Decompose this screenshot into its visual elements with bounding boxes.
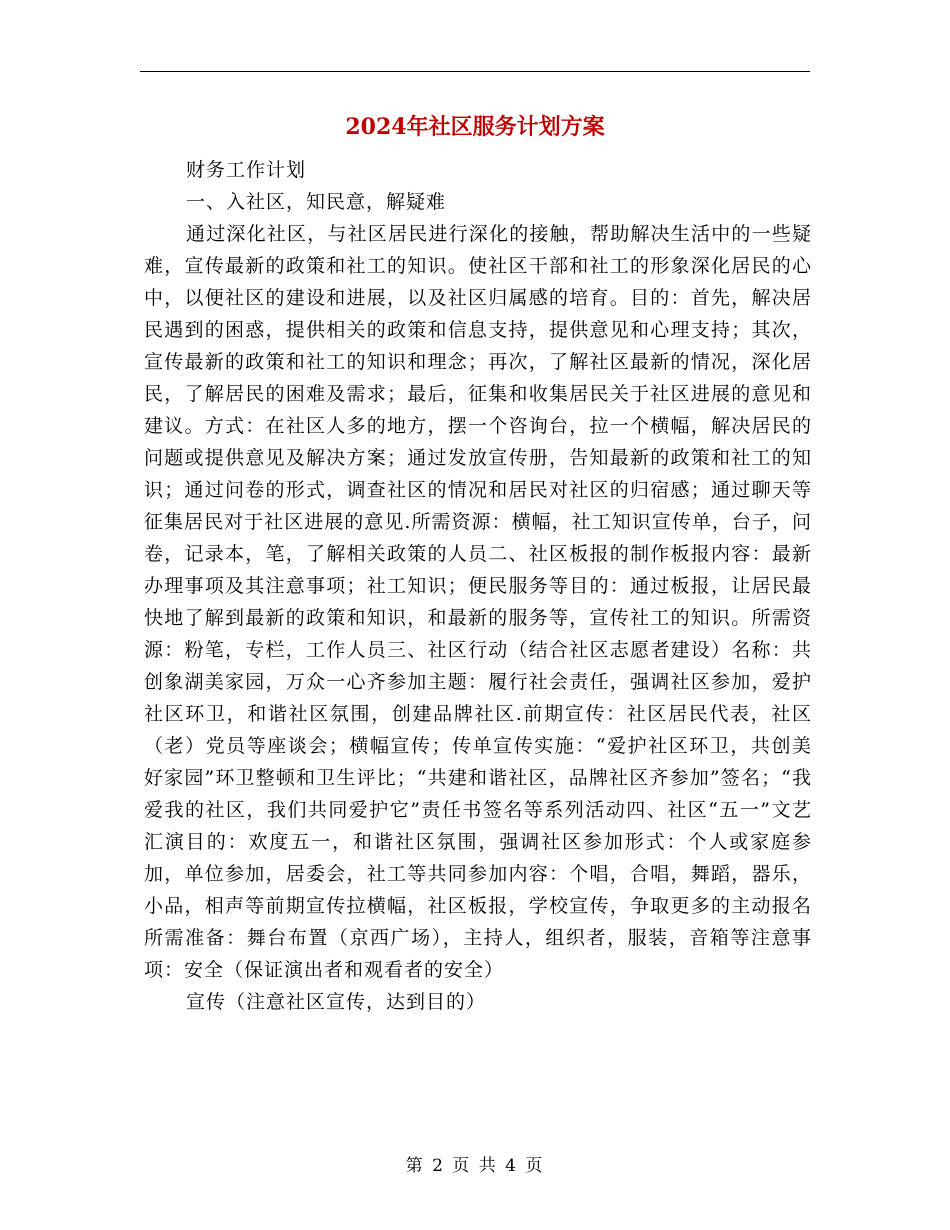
section-heading-finance-plan: 财务工作计划 <box>186 159 307 181</box>
closing-line-publicity: 宣传（注意社区宣传，达到目的） <box>186 991 487 1013</box>
body-paragraph: 通过深化社区，与社区居民进行深化的接触，帮助解决生活中的一些疑难，宣传最新的政策和社工的知识。使社区干部和社工的形象深化居民的心中，以便社区的建设和进展，以及社区归属感的培育。目的：首先，解决居民遇到的困惑，提供相关的政策和信息支持，提供意见和心理支持；其次，宣传最新的政策和社工的知识和理念；再次，了解社区最新的情况，深化居民，了解居民的困难及需求；最后，征集和收集居民关于社区进展的意见和建议。方式：在社区人多的地方，摆一个咨询台，拉一个横幅，解决居民的问题或提供意见及解决方案；通过发放宣传册，告知最新的政策和社工的知识；通过问卷的形式，调查社区的情况和居民对社区的归宿感；通过聊天等征集居民对于社区进展的意见.所需资源：横幅，社工知识宣传单，台子，问卷，记录本，笔，了解相关政策的人员二、社区板报的制作板报内容：最新办理事项及其注意事项；社工知识；便民服务等目的：通过板报，让居民最快地了解到最新的政策和知识，和最新的服务等，宣传社工的知识。所需资源：粉笔，专栏，工作人员三、社区行动（结合社区志愿者建设）名称：共创象湖美家园，万众一心齐参加主题：履行社会责任，强调社区参加，爱护社区环卫，和谐社区氛围，创建品牌社区.前期宣传：社区居民代表，社区（老）党员等座谈会；横幅宣传；传单宣传实施：“爱护社区环卫，共创美好家园”环卫整顿和卫生评比；“共建和谐社区，品牌社区齐参加”签名；“我爱我的社区，我们共同爱护它”责任书签名等系列活动四、社区“五一”文艺汇演目的：欢度五一，和谐社区氛围，强调社区参加形式：个人或家庭参加，单位参加，居委会，社工等共同参加内容：个唱，合唱，舞蹈，器乐，小品，相声等前期宣传拉横幅，社区板报，学校宣传，争取更多的主动报名所需准备：舞台布置（京西广场），主持人，组织者，服装，音箱等注意事项：安全（保证演出者和观看者的安全） <box>144 223 812 981</box>
header-rule <box>140 71 810 72</box>
section-heading-enter-community: 一、入社区，知民意，解疑难 <box>186 191 447 213</box>
document-title: 2024年社区服务计划方案 <box>345 114 605 140</box>
document-body <box>144 154 812 1018</box>
page-footer: 第 2 页 共 4 页 <box>405 1156 545 1176</box>
